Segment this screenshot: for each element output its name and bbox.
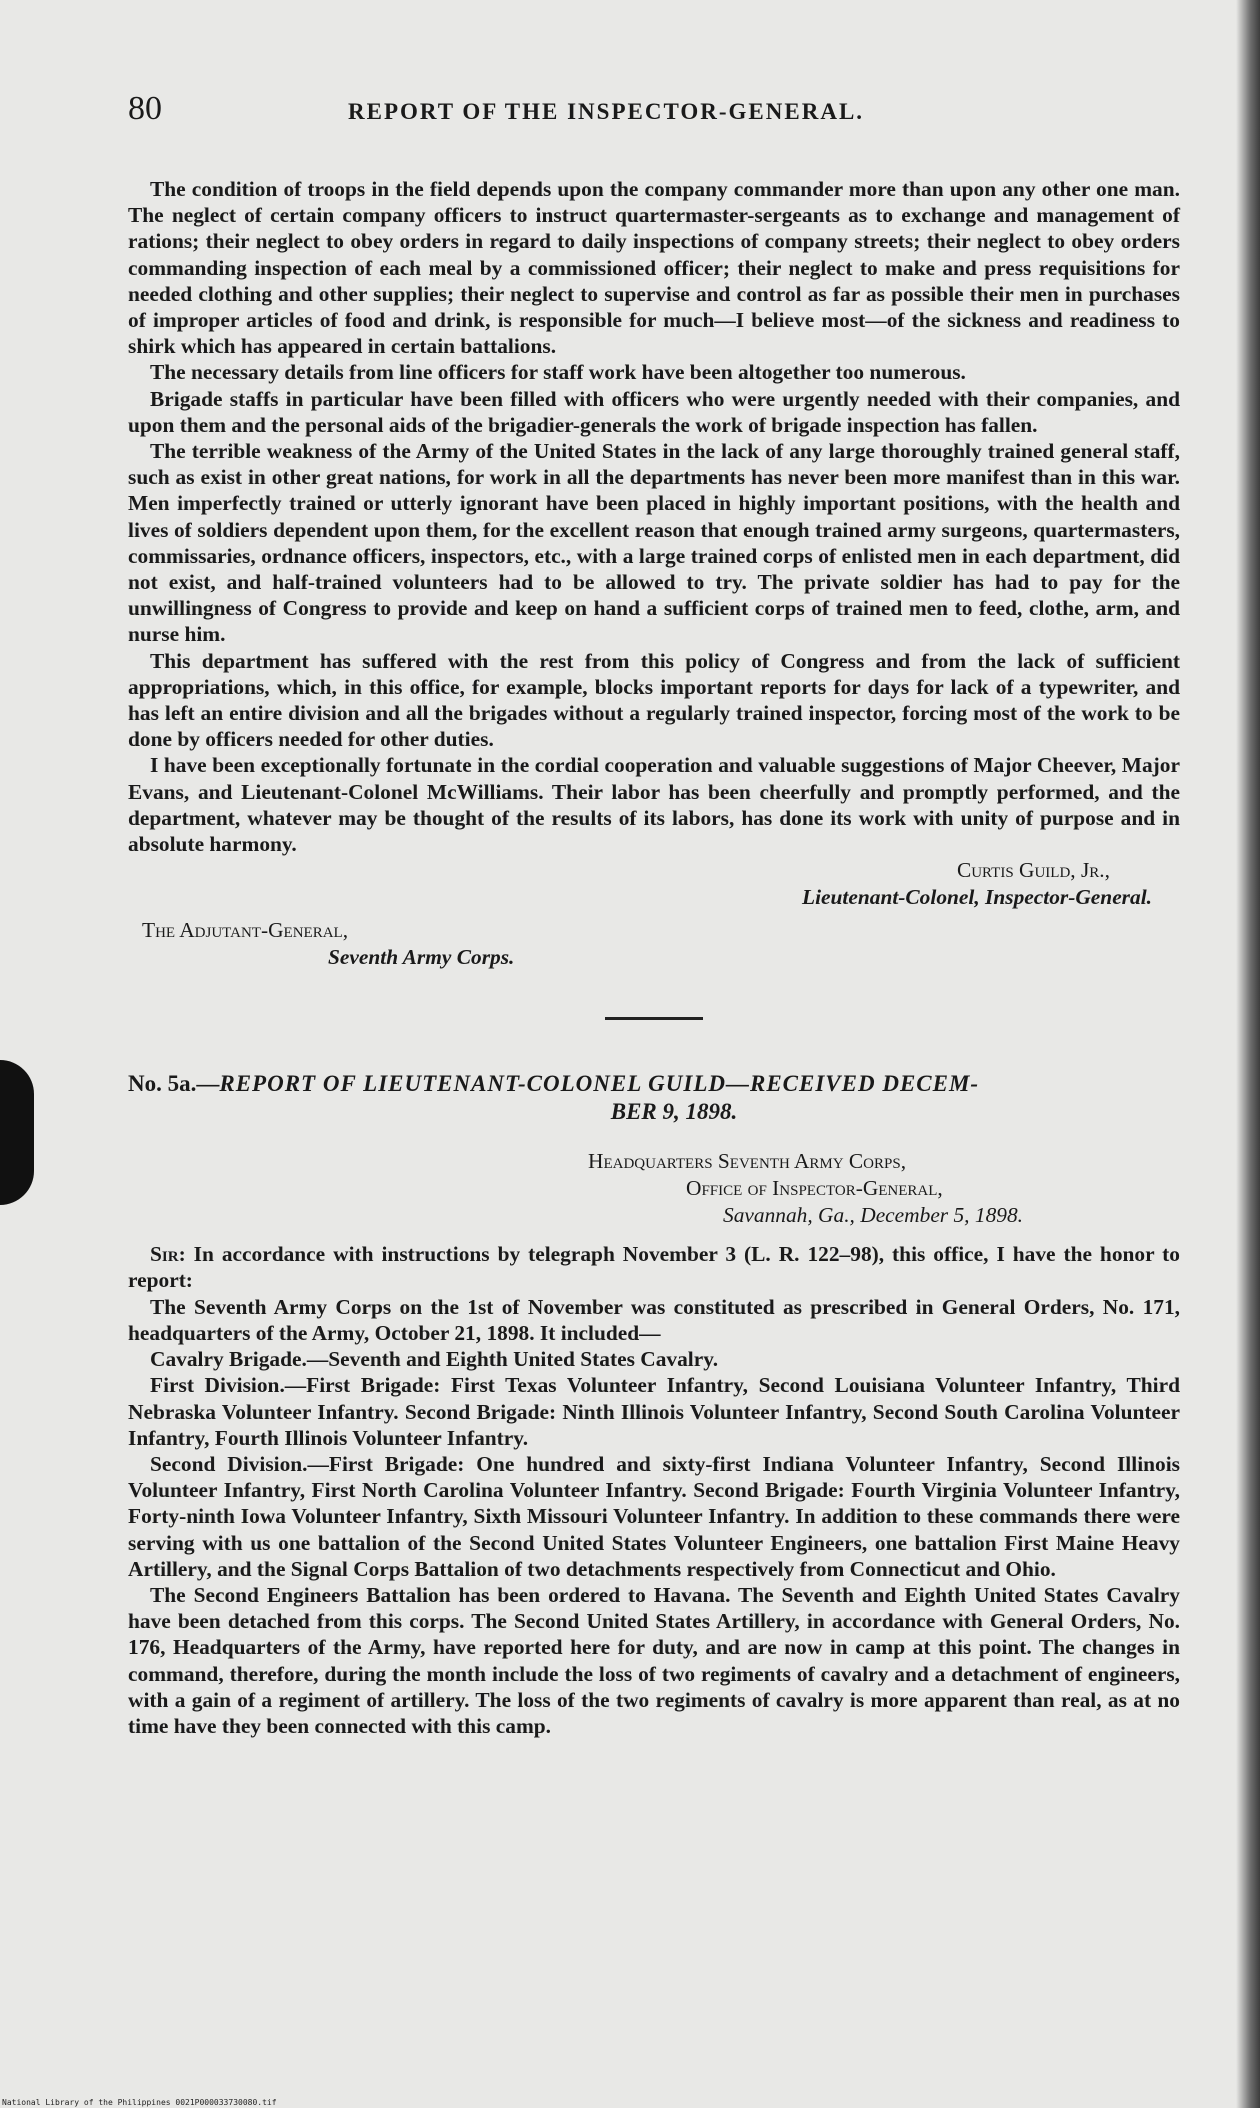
addressee-line2: Seventh Army Corps. bbox=[328, 945, 515, 970]
scan-footer: National Library of the Philippines 0021P000033730080.tif bbox=[2, 2098, 277, 2107]
addressee-line1: The Adjutant-General, bbox=[142, 918, 349, 943]
dateline-headquarters: Headquarters Seventh Army Corps, bbox=[588, 1149, 907, 1174]
paragraph: The Seventh Army Corps on the 1st of November was constituted as prescribed in General Orders, No. 171, headquarters of the Army, October 21, 1898. It included— bbox=[128, 1294, 1180, 1345]
report-number: No. 5a.— bbox=[128, 1071, 220, 1097]
paragraph: Brigade staffs in particular have been filled with officers who were urgently needed with their companies, and upon them and the personal aids of the brigadier-generals the work of brigade inspection has fallen. bbox=[128, 386, 1180, 437]
page-number: 80 bbox=[128, 90, 162, 127]
paragraph: I have been exceptionally fortunate in the cordial cooperation and valuable suggestions of Major Cheever, Major Evans, and Lieutenant-Colonel McWilliams. Their labor has been cheerfully and promptly performed, and the department, whatever may be thought of the results of its labors, has done its work with unity of purpose and in absolute harmony. bbox=[128, 753, 1180, 857]
paragraph bbox=[128, 1241, 1180, 1293]
report-title-line1: REPORT OF LIEUTENANT-COLONEL GUILD—RECEIVED DECEM- bbox=[219, 1071, 980, 1097]
paragraph: Second Division.—First Brigade: One hundred and sixty-first Indiana Volunteer Infantry, Second Illinois Volunteer Infantry, First North Carolina Volunteer Infantry. Second Brigade: Fourth Virginia Volunteer Infantry, Forty-ninth Iowa Volunteer Infantry, Sixth Missouri Volunteer Infantry. In addition to these commands there were serving with us one battalion of the Second United States Volunteer Engineers, one battalion First Maine Heavy Artillery, and the Signal Corps Battalion of two detachments respectively from Connecticut and Ohio. bbox=[128, 1451, 1180, 1581]
dateline-place-date: Savannah, Ga., December 5, 1898. bbox=[723, 1203, 1024, 1228]
paragraph: This department has suffered with the rest from this policy of Congress and from the lack of sufficient appropriations, which, in this office, for example, blocks important reports for days for lack of a typewriter, and has left an entire division and all the brigades without a regularly trained inspector, forcing most of the work to be done by officers needed for other duties. bbox=[128, 648, 1180, 752]
signature-name: Curtis Guild, Jr., bbox=[956, 858, 1110, 883]
report-title bbox=[128, 1070, 1180, 1126]
scan-binding-blot bbox=[0, 1060, 34, 1205]
page-header bbox=[128, 90, 1180, 130]
paragraph-text: In accordance with instructions by telegraph November 3 (L. R. 122–98), this office, I have the honor to report: bbox=[128, 1242, 1180, 1293]
salutation: Sir: bbox=[150, 1242, 186, 1267]
page-content bbox=[128, 90, 1180, 1739]
addressee bbox=[128, 917, 1180, 971]
page-edge-shadow bbox=[1236, 0, 1260, 2108]
body-text-top bbox=[128, 176, 1180, 857]
dateline-office: Office of Inspector-General, bbox=[686, 1176, 943, 1201]
paragraph: Cavalry Brigade.—Seventh and Eighth United States Cavalry. bbox=[150, 1347, 719, 1372]
paragraph: The necessary details from line officers for staff work have been altogether too numerous. bbox=[150, 360, 966, 385]
paragraph: The condition of troops in the field depends upon the company commander more than upon any other one man. The neglect of certain company officers to instruct quartermaster-sergeants as to exchange and management of rations; their neglect to obey orders in regard to daily inspections of company streets; their neglect to obey orders commanding inspection of each meal by a commissioned officer; their neglect to make and press requisitions for needed clothing and other supplies; their neglect to supervise and control as far as possible their men in purchases of improper articles of food and drink, is responsible for much—I believe most—of the sickness and readiness to shirk which has appeared in certain battalions. bbox=[128, 177, 1180, 359]
section-divider bbox=[605, 1017, 703, 1020]
report-title-line2: BER 9, 1898. bbox=[610, 1099, 738, 1125]
paragraph: First Division.—First Brigade: First Texas Volunteer Infantry, Second Louisiana Volunteer Infantry, Third Nebraska Volunteer Infantry. Second Brigade: Ninth Illinois Volunteer Infantry, Second South Carolina Volunteer Infantry, Fourth Illinois Volunteer Infantry. bbox=[128, 1373, 1180, 1450]
running-head: REPORT OF THE INSPECTOR-GENERAL. bbox=[348, 99, 865, 124]
signature-title: Lieutenant-Colonel, Inspector-General. bbox=[802, 885, 1152, 910]
paragraph: The terrible weakness of the Army of the United States in the lack of any large thoroughly trained general staff, such as exist in other great nations, for work in all the departments has never been more manifest than in this war. Men imperfectly trained or utterly ignorant have been placed in highly important positions, with the health and lives of soldiers dependent upon them, for the excellent reason that enough trained army surgeons, quartermasters, commissaries, ordnance officers, inspectors, etc., with a large trained corps of enlisted men in each department, did not exist, and half-trained volunteers had to be allowed to try. The private soldier has had to pay for the unwillingness of Congress to provide and keep on hand a sufficient corps of trained men to feed, clothe, arm, and nurse him. bbox=[128, 439, 1180, 647]
body-text-bottom bbox=[128, 1241, 1180, 1739]
paragraph: The Second Engineers Battalion has been ordered to Havana. The Seventh and Eighth United States Cavalry have been detached from this corps. The Second United States Artillery, in accordance with General Orders, No. 176, Headquarters of the Army, have reported here for duty, and are now in camp at this point. The changes in command, therefore, during the month include the loss of two regiments of cavalry and a detachment of engineers, with a gain of a regiment of artillery. The loss of the two regiments of cavalry is more apparent than real, as at no time have they been connected with this camp. bbox=[128, 1582, 1180, 1738]
